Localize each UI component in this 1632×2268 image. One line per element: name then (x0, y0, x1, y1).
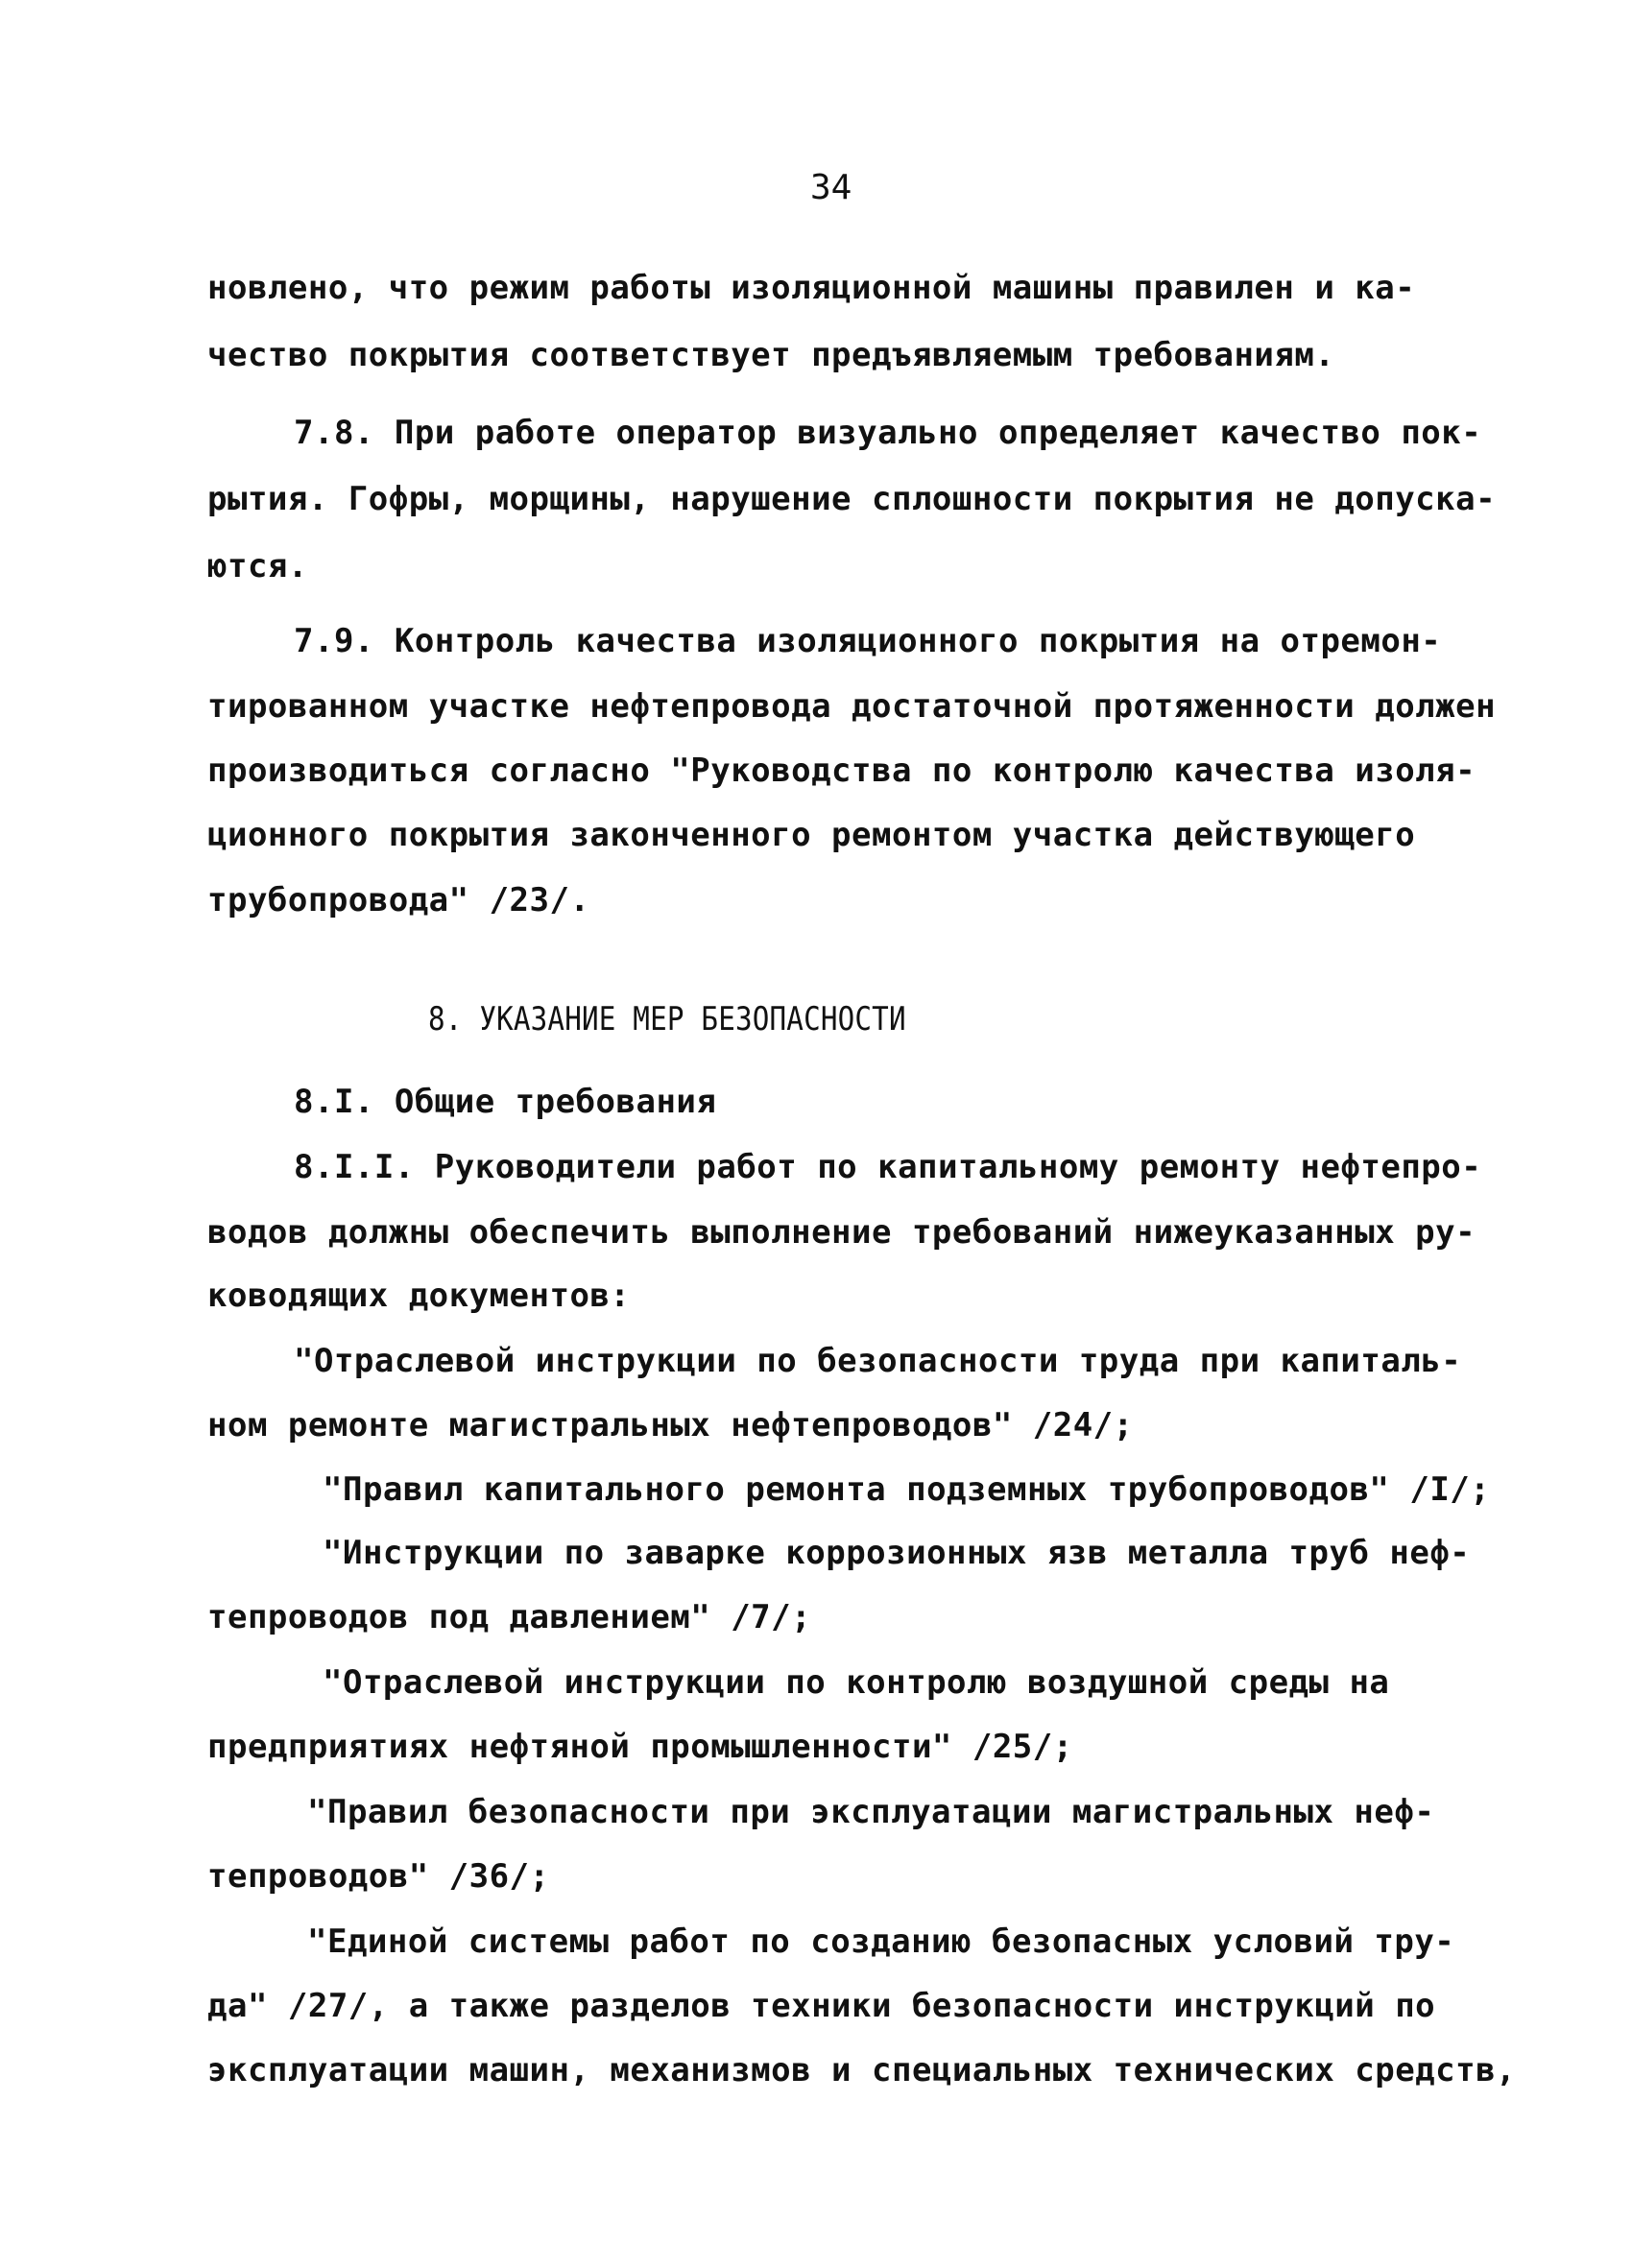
text-line: да" /27/, а также разделов техники безопасности инструкций по (207, 1987, 1436, 2025)
text-line: тированном участке нефтепровода достаточной протяженности должен (207, 687, 1497, 726)
text-line: "Правил безопасности при эксплуатации магистральных неф- (307, 1793, 1435, 1831)
text-line: чество покрытия соответствует предъявляемым требованиям. (207, 336, 1335, 374)
text-line: предприятиях нефтяной промышленности" /25/; (207, 1728, 1073, 1766)
text-line: новлено, что режим работы изоляционной машины правилен и ка- (207, 269, 1416, 307)
text-line: "Правил капитального ремонта подземных трубопроводов" /I/; (323, 1470, 1491, 1509)
text-line: "Единой системы работ по созданию безопасных условий тру- (307, 1922, 1455, 1961)
text-line: ются. (207, 547, 308, 585)
text-line: ном ремонте магистральных нефтепроводов" /24/; (207, 1406, 1134, 1444)
text-line: "Инструкции по заварке коррозионных язв металла труб неф- (323, 1534, 1471, 1572)
text-line: "Отраслевой инструкции по контролю воздушной среды на (323, 1663, 1390, 1702)
text-line: водов должны обеспечить выполнение требований нижеуказанных ру- (207, 1213, 1476, 1252)
section-heading: 8. УКАЗАНИЕ МЕР БЕЗОПАСНОСТИ (428, 1000, 906, 1039)
subsection-title: 8.I. Общие требования (294, 1083, 717, 1121)
text-line: тепроводов под давлением" /7/; (207, 1598, 812, 1636)
text-line: тепроводов" /36/; (207, 1857, 550, 1896)
text-line: 7.8. При работе оператор визуально определяет качество пок- (294, 414, 1482, 452)
text-line: производиться согласно "Руководства по контролю качества изоля- (207, 752, 1476, 790)
text-line: ководящих документов: (207, 1277, 631, 1315)
text-line: эксплуатации машин, механизмов и специальных технических средств, (207, 2051, 1517, 2089)
text-line: трубопровода" /23/. (207, 881, 590, 919)
text-line: 7.9. Контроль качества изоляционного покрытия на отремон- (294, 622, 1442, 660)
text-line: 8.I.I. Руководители работ по капитальному ремонту нефтепро- (294, 1148, 1482, 1186)
text-line: ционного покрытия законченного ремонтом участка действующего (207, 816, 1416, 854)
text-line: "Отраслевой инструкции по безопасности труда при капиталь- (294, 1342, 1462, 1380)
text-line: рытия. Гофры, морщины, нарушение сплошности покрытия не допуска- (207, 480, 1497, 518)
page-number: 34 (810, 168, 852, 207)
